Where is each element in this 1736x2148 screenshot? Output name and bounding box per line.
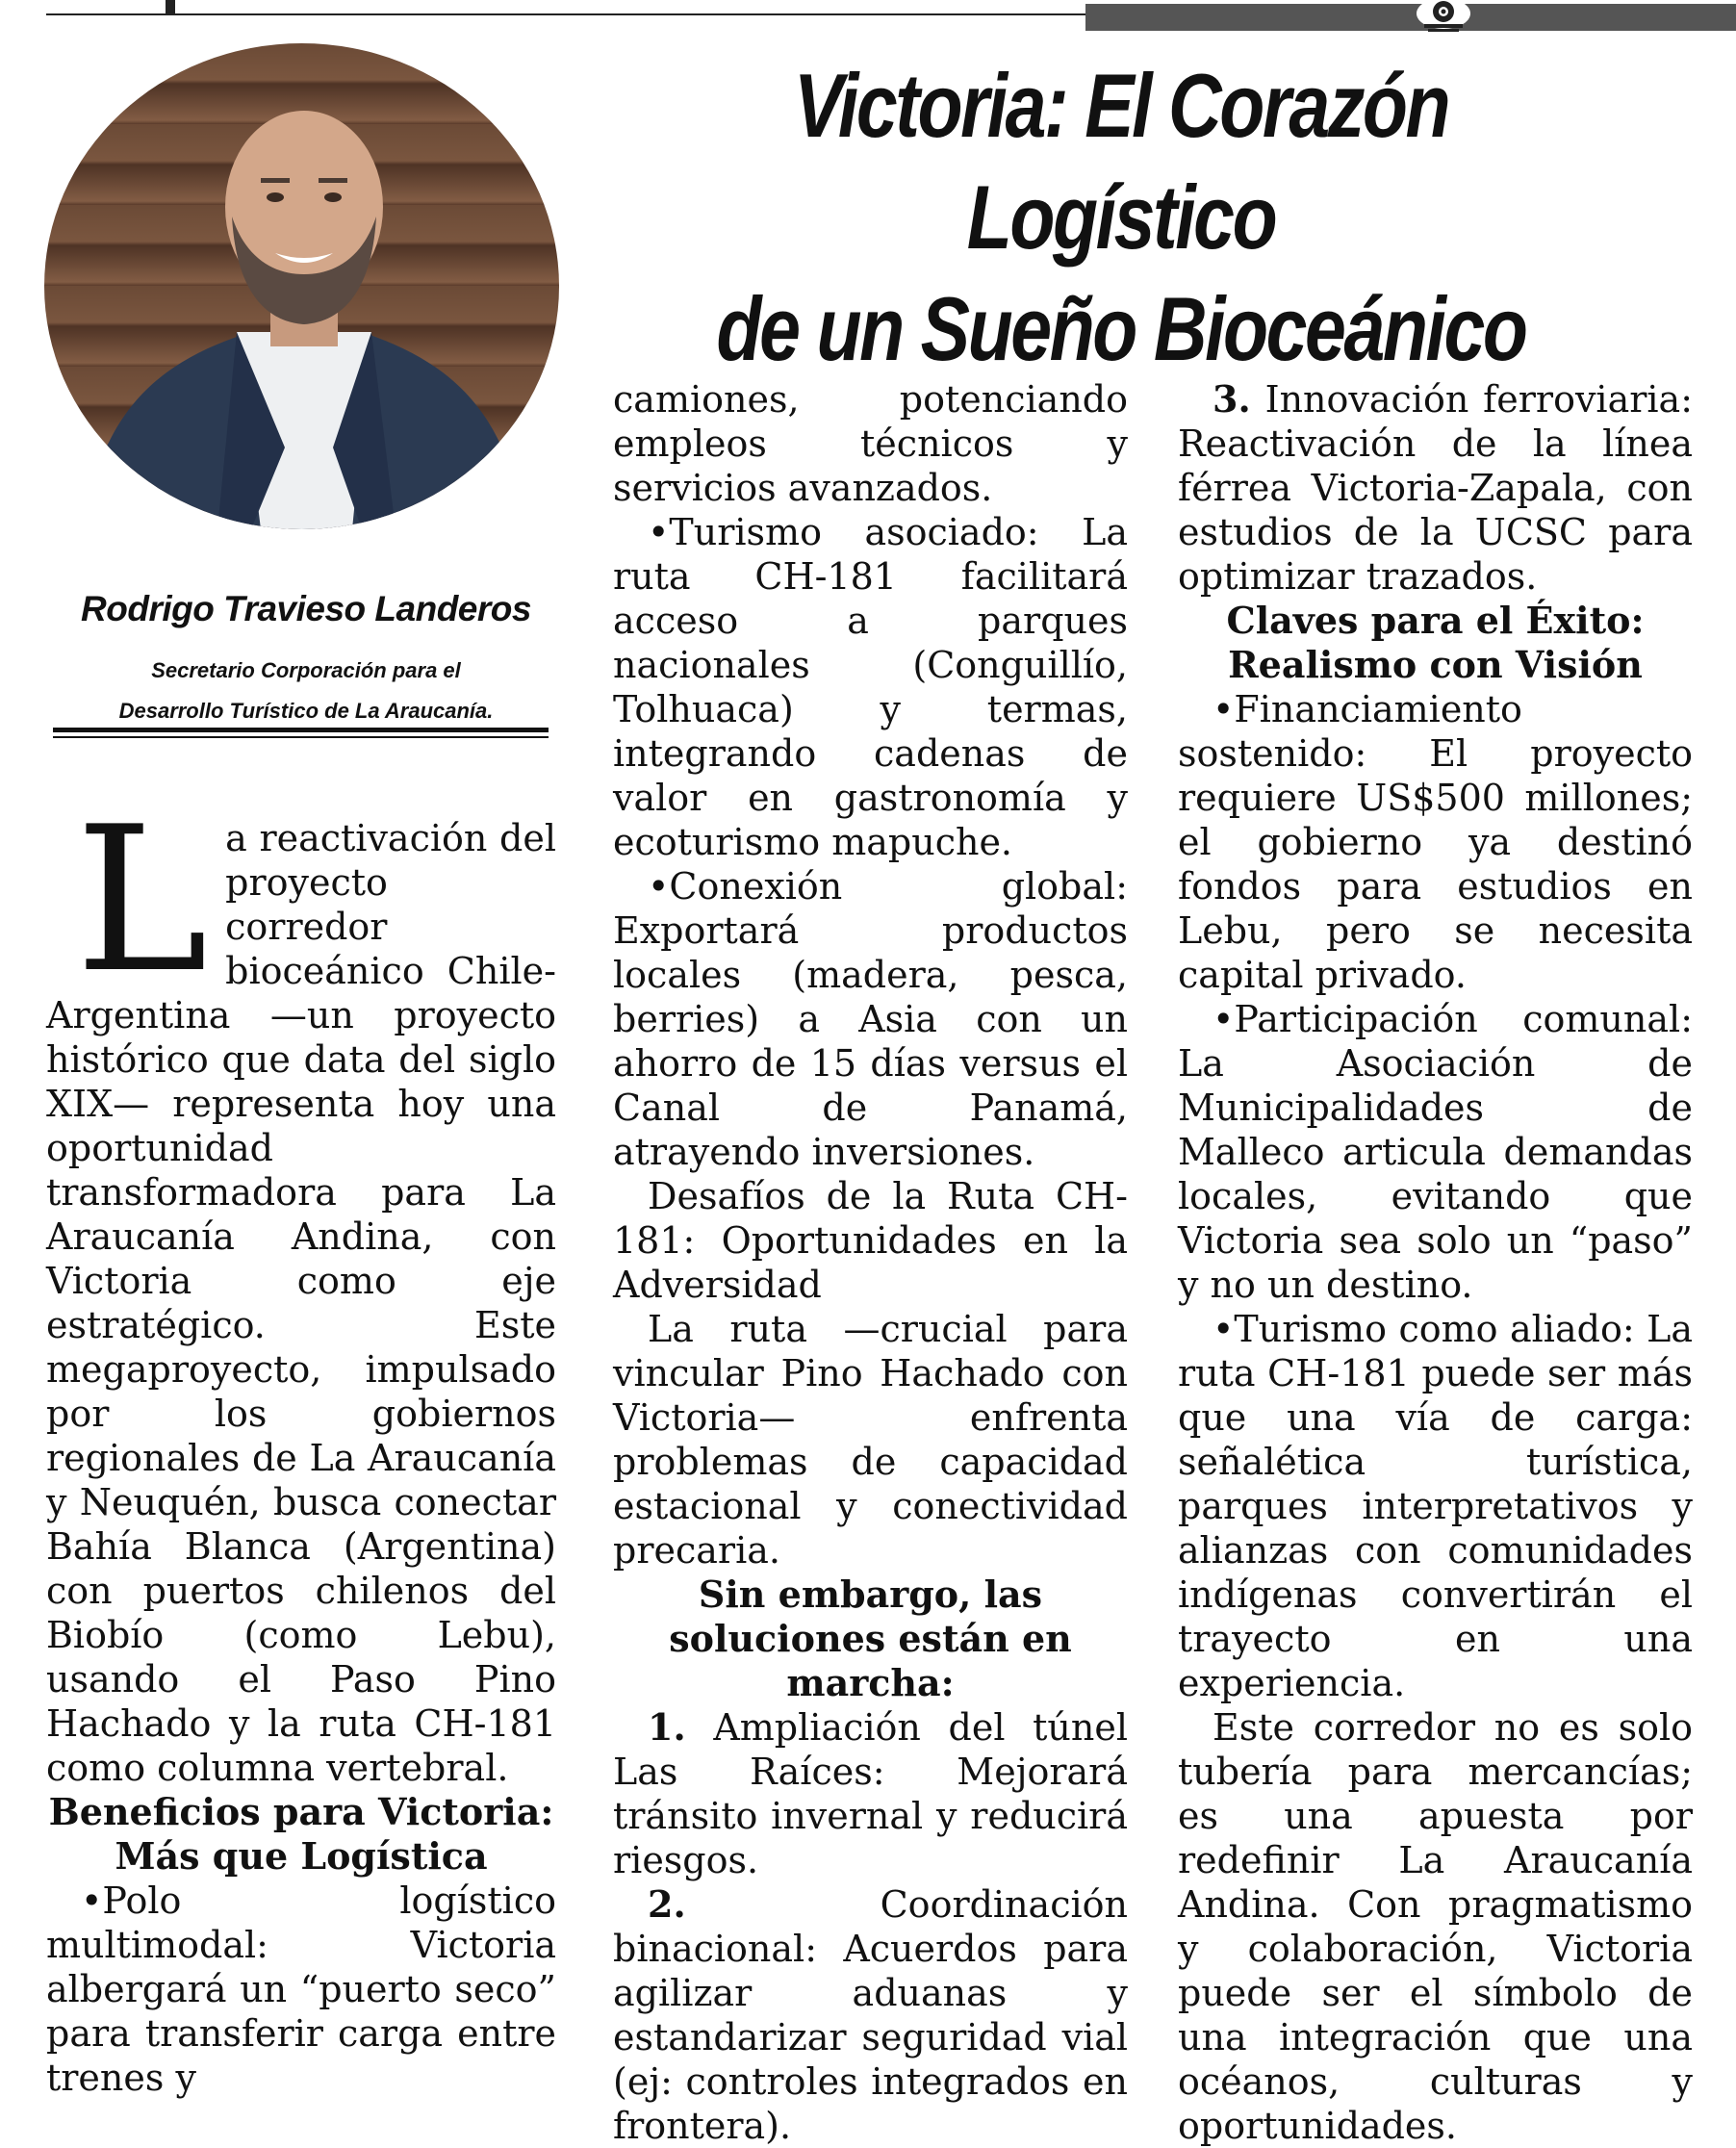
intro-paragraph xyxy=(46,784,556,1790)
item-1-number: 1. xyxy=(648,1705,686,1749)
author-photo xyxy=(44,43,559,529)
headline-line-2: de un Sueño Bioceánico xyxy=(716,278,1526,379)
author-role-line-2: Desarrollo Turístico de La Araucanía. xyxy=(118,699,494,723)
top-rule xyxy=(46,13,1085,15)
top-rule-tick xyxy=(166,0,175,15)
bullet-logistics-hub: •Polo logístico multimodal: Victoria albergará un “puerto seco” para transferir carga entre trenes y xyxy=(46,1880,556,2099)
byline-rule-thin xyxy=(53,736,549,738)
bullet-community-participation: •Participación comunal: La Asociación de Municipalidades de Malleco articula demandas locales, evitando que Victoria sea solo un “paso” y no un destino. xyxy=(1178,998,1693,1306)
bullet-global-connection: •Conexión global: Exportará productos locales (madera, pesca, berries) a Asia con un ahorro de 15 días versus el Canal de Panamá, atrayendo inversiones. xyxy=(613,865,1128,1173)
bullet-tourism: •Turismo asociado: La ruta CH-181 facilitará acceso a parques nacionales (Conguillío, Tolhuaca) y termas, integrando cadenas de valor en gastronomía y ecoturismo mapuche. xyxy=(613,511,1128,863)
bullet-tourism-ally: •Turismo como aliado: La ruta CH-181 puede ser más que una vía de carga: señalética turística, parques interpretativos y alianzas con comunidades indígenas convertirán el trayecto en una experiencia. xyxy=(1178,1308,1693,1704)
item-3-number: 3. xyxy=(1213,377,1251,421)
article-column-2 xyxy=(613,377,1128,2148)
bullet-financing: •Financiamiento sostenido: El proyecto requiere US$500 millones; el gobierno ya destinó fondos para estudios en Lebu, pero se necesita capital privado. xyxy=(1178,688,1693,996)
author-role xyxy=(46,651,566,731)
newspaper-emblem-icon xyxy=(1405,0,1482,38)
numbered-item-2 xyxy=(613,1882,1128,2148)
section-title-challenges: Desafíos de la Ruta CH-181: Oportunidades en la Adversidad xyxy=(613,1175,1128,1306)
bullet-logistics-hub-continued: camiones, potenciando empleos técnicos y servicios avanzados. xyxy=(613,378,1128,509)
article-column-3 xyxy=(1178,377,1693,2148)
intro-text: a reactivación del proyecto corredor bioceánico Chile-Argentina —un proyecto histórico que data del siglo XIX— representa hoy una oportunidad transformadora para La Araucanía Andina, con Victoria como eje estratégico. Este megaproyecto, impulsado por los gobiernos regionales de La Araucanía y Neuquén, busca conectar Bahía Blanca (Argentina) con puertos chilenos del Biobío (como Lebu), usando el Paso Pino Hachado y la ruta CH-181 como columna vertebral. xyxy=(46,817,556,1789)
section-body-challenges: La ruta —crucial para vincular Pino Hachado con Victoria— enfrenta problemas de capacidad estacional y conectividad precaria. xyxy=(613,1308,1128,1572)
headline xyxy=(644,50,1598,385)
numbered-item-3 xyxy=(1178,377,1693,599)
item-2-number: 2. xyxy=(648,1882,686,1926)
author-role-line-1: Secretario Corporación para el xyxy=(151,658,461,682)
headline-line-1: Victoria: El Corazón Logístico xyxy=(793,55,1449,268)
drop-cap: L xyxy=(75,784,209,1017)
item-2-text: Coordinación binacional: Acuerdos para agilizar aduanas y estandarizar seguridad vial (ej: controles integrados en frontera). xyxy=(613,1883,1128,2147)
author-name: Rodrigo Travieso Landeros xyxy=(81,589,531,628)
item-3-text: Innovación ferroviaria: Reactivación de la línea férrea Victoria-Zapala, con estudios de la UCSC para optimizar trazados. xyxy=(1178,378,1693,598)
closing-paragraph: Este corredor no es solo tubería para mercancías; es una apuesta por redefinir La Araucanía Andina. Con pragmatismo y colaboración, Victoria puede ser el símbolo de una integración que una océanos, culturas y oportunidades. xyxy=(1178,1706,1693,2147)
subheading-keys-to-success: Claves para el Éxito: Realismo con Visión xyxy=(1226,599,1645,686)
numbered-item-1 xyxy=(613,1705,1128,1882)
item-1-text: Ampliación del túnel Las Raíces: Mejorará tránsito invernal y reducirá riesgos. xyxy=(613,1706,1128,1881)
subheading-benefits: Beneficios para Victoria: Más que Logística xyxy=(48,1790,554,1878)
subheading-solutions: Sin embargo, las soluciones están en marcha: xyxy=(669,1573,1072,1704)
byline-rule-thick xyxy=(53,728,549,732)
article-column-1 xyxy=(46,784,556,2100)
